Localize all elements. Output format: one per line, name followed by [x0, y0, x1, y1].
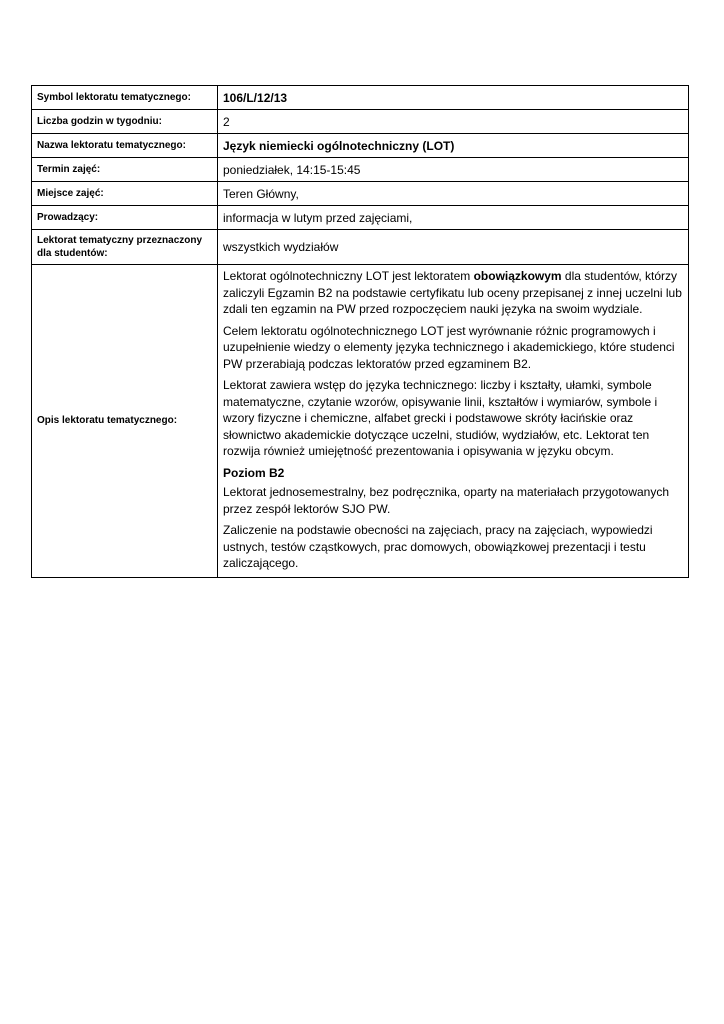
- target-value: wszystkich wydziałów: [218, 230, 689, 265]
- row-symbol: [32, 86, 689, 110]
- description-label: Opis lektoratu tematycznego:: [32, 265, 218, 578]
- description-paragraph-2: Celem lektoratu ogólnotechnicznego LOT jest wyrównanie różnic programowych i uzupełnienie wiedzy o elementy języka technicznego i akademickiego, które studenci PW przerabiają podczas lektoratów przed egzaminem B2.: [223, 323, 675, 371]
- row-description: [32, 265, 689, 578]
- description-paragraph-5: Zaliczenie na podstawie obecności na zajęciach, pracy na zajęciach, wypowiedzi ustnych, testów cząstkowych, prac domowych, obowiązkowej prezentacji i testu zaliczającego.: [223, 523, 653, 570]
- row-term: [32, 158, 689, 182]
- row-hours: [32, 110, 689, 134]
- hours-label: Liczba godzin w tygodniu:: [32, 110, 218, 134]
- place-value: Teren Główny,: [218, 182, 689, 206]
- teacher-value: informacja w lutym przed zajęciami,: [218, 206, 689, 230]
- name-value: Język niemiecki ogólnotechniczny (LOT): [218, 134, 689, 158]
- term-value: poniedziałek, 14:15-15:45: [218, 158, 689, 182]
- description-body: [218, 265, 689, 578]
- row-teacher: [32, 206, 689, 230]
- p1-text-after: dla studentów, którzy zaliczyli Egzamin B2 na podstawie certyfikatu lub oceny przepisanej z innej uczelni lub zdali ten egzamin na PW przed rozpoczęciem nauki języka na swoim wydziale.: [223, 269, 682, 316]
- place-label: Miejsce zajęć:: [32, 182, 218, 206]
- description-paragraph-1: [223, 268, 683, 318]
- course-info-table: [31, 85, 689, 578]
- description-paragraph-4: Lektorat jednosemestralny, bez podręcznika, oparty na materiałach przygotowanych przez zespół lektorów SJO PW.: [223, 485, 670, 516]
- hours-value: 2: [218, 110, 689, 134]
- teacher-label: Prowadzący:: [32, 206, 218, 230]
- description-paragraph-3: Lektorat zawiera wstęp do języka technicznego: liczby i kształty, ułamki, symbole matematyczne, czytanie wzorów, opisywanie linii, kształtów i wymiarów, symbole i wzory fizyczne i chemiczne, alfabet grecki i podstawowe skróty łacińskie oraz słownictwo akademickie dotyczące uczelni, studiów, wydziałów, etc. Lektorat ten rozwija również umiejętność prezentowania i opisywania w języku obcym.: [223, 378, 658, 458]
- target-label: Lektorat tematyczny przeznaczony dla studentów:: [32, 230, 218, 265]
- p1-text-before: Lektorat ogólnotechniczny LOT jest lektoratem: [223, 269, 474, 283]
- row-place: [32, 182, 689, 206]
- row-target: [32, 230, 689, 265]
- p1-text-bold: obowiązkowym: [473, 269, 562, 283]
- level-heading: Poziom B2: [223, 465, 285, 480]
- term-label: Termin zajęć:: [32, 158, 218, 182]
- row-name: [32, 134, 689, 158]
- name-label: Nazwa lektoratu tematycznego:: [32, 134, 218, 158]
- symbol-label: Symbol lektoratu tematycznego:: [32, 86, 218, 110]
- symbol-value: 106/L/12/13: [218, 86, 689, 110]
